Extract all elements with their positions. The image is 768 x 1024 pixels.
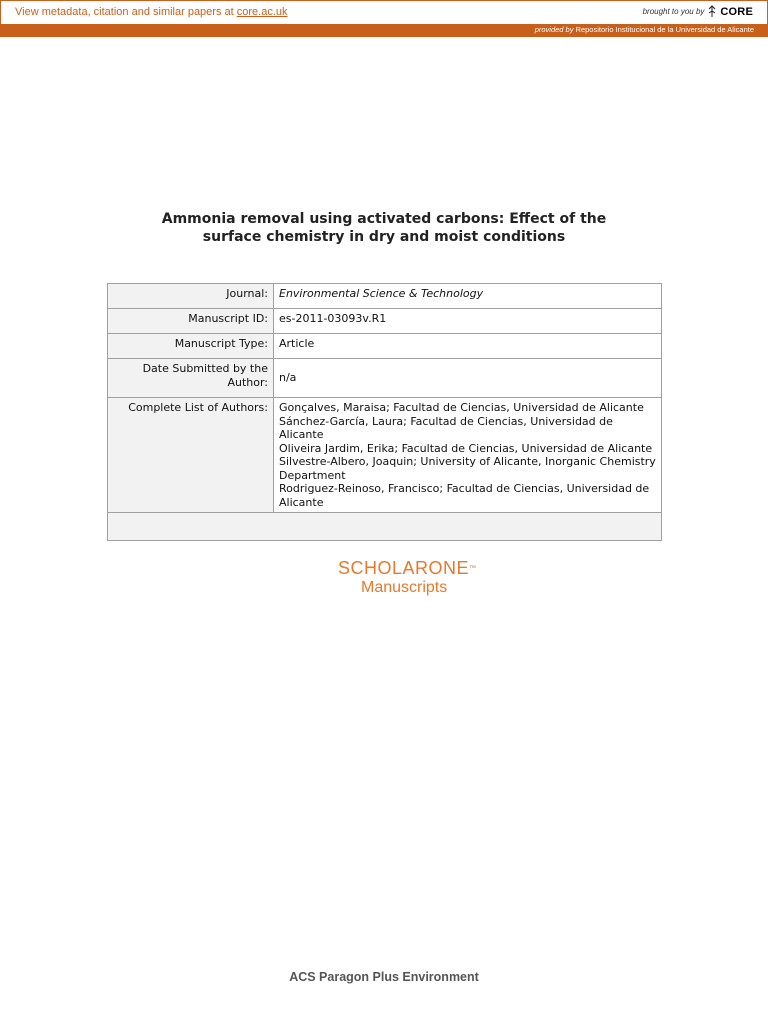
journal-label: Journal: xyxy=(108,284,274,309)
core-view-text: View metadata, citation and similar papers at xyxy=(15,6,237,18)
author-entry: Sánchez-García, Laura; Facultad de Ciencias, Universidad de Alicante xyxy=(279,414,613,441)
paper-title-line-1: Ammonia removal using activated carbons: Effect of the xyxy=(161,211,607,227)
scholarone-wordmark xyxy=(338,558,477,578)
core-view-metadata xyxy=(15,6,288,18)
core-logo-label: CORE xyxy=(720,5,753,18)
author-entry: Silvestre-Albero, Joaquin; University of Alicante, Inorganic Chemistry Department xyxy=(279,455,656,482)
provided-by-bar xyxy=(0,24,768,37)
scholarone-logo xyxy=(338,558,477,598)
table-row-date-submitted xyxy=(108,359,662,398)
brought-to-you-text: brought to you by xyxy=(642,7,705,16)
provided-by-institution: Repositorio Institucional de la Universidad de Alicante xyxy=(573,25,754,34)
footer-environment: ACS Paragon Plus Environment xyxy=(289,970,479,984)
date-submitted-label: Date Submitted by the Author: xyxy=(108,359,274,398)
core-link[interactable]: core.ac.uk xyxy=(236,6,288,18)
core-banner xyxy=(0,0,768,24)
core-brand[interactable] xyxy=(643,5,753,18)
author-entry: Rodriguez-Reinoso, Francisco; Facultad de Ciencias, Universidad de Alicante xyxy=(279,482,650,509)
table-row-journal xyxy=(108,284,662,309)
authors-label: Complete List of Authors: xyxy=(108,398,274,513)
paper-title-line-2: surface chemistry in dry and moist conditions xyxy=(202,229,566,245)
manuscript-info-table xyxy=(107,283,662,541)
author-entry: Gonçalves, Maraisa; Facultad de Ciencias, Universidad de Alicante xyxy=(279,401,644,414)
provided-by-text[interactable] xyxy=(535,25,754,34)
table-row-manuscript-type xyxy=(108,334,662,359)
manuscript-type-value: Article xyxy=(274,334,662,359)
table-row-manuscript-id xyxy=(108,309,662,334)
table-row-authors xyxy=(108,398,662,513)
scholarone-text: SCHOLARONE xyxy=(338,558,470,578)
author-entry: Oliveira Jardim, Erika; Facultad de Ciencias, Universidad de Alicante xyxy=(279,441,653,455)
journal-value: Environmental Science & Technology xyxy=(274,284,662,309)
table-row-empty xyxy=(108,513,662,541)
authors-list xyxy=(274,398,662,513)
provided-by-prefix: provided by xyxy=(534,25,574,34)
manuscripts-wordmark: Manuscripts xyxy=(361,579,448,596)
manuscript-id-value: es-2011-03093v.R1 xyxy=(274,309,662,334)
empty-cell xyxy=(108,513,662,541)
manuscript-id-label: Manuscript ID: xyxy=(108,309,274,334)
date-submitted-value: n/a xyxy=(274,359,662,398)
manuscript-type-label: Manuscript Type: xyxy=(108,334,274,359)
core-logo-icon xyxy=(707,5,717,18)
trademark-symbol: ™ xyxy=(469,565,477,572)
paper-title xyxy=(100,210,668,246)
